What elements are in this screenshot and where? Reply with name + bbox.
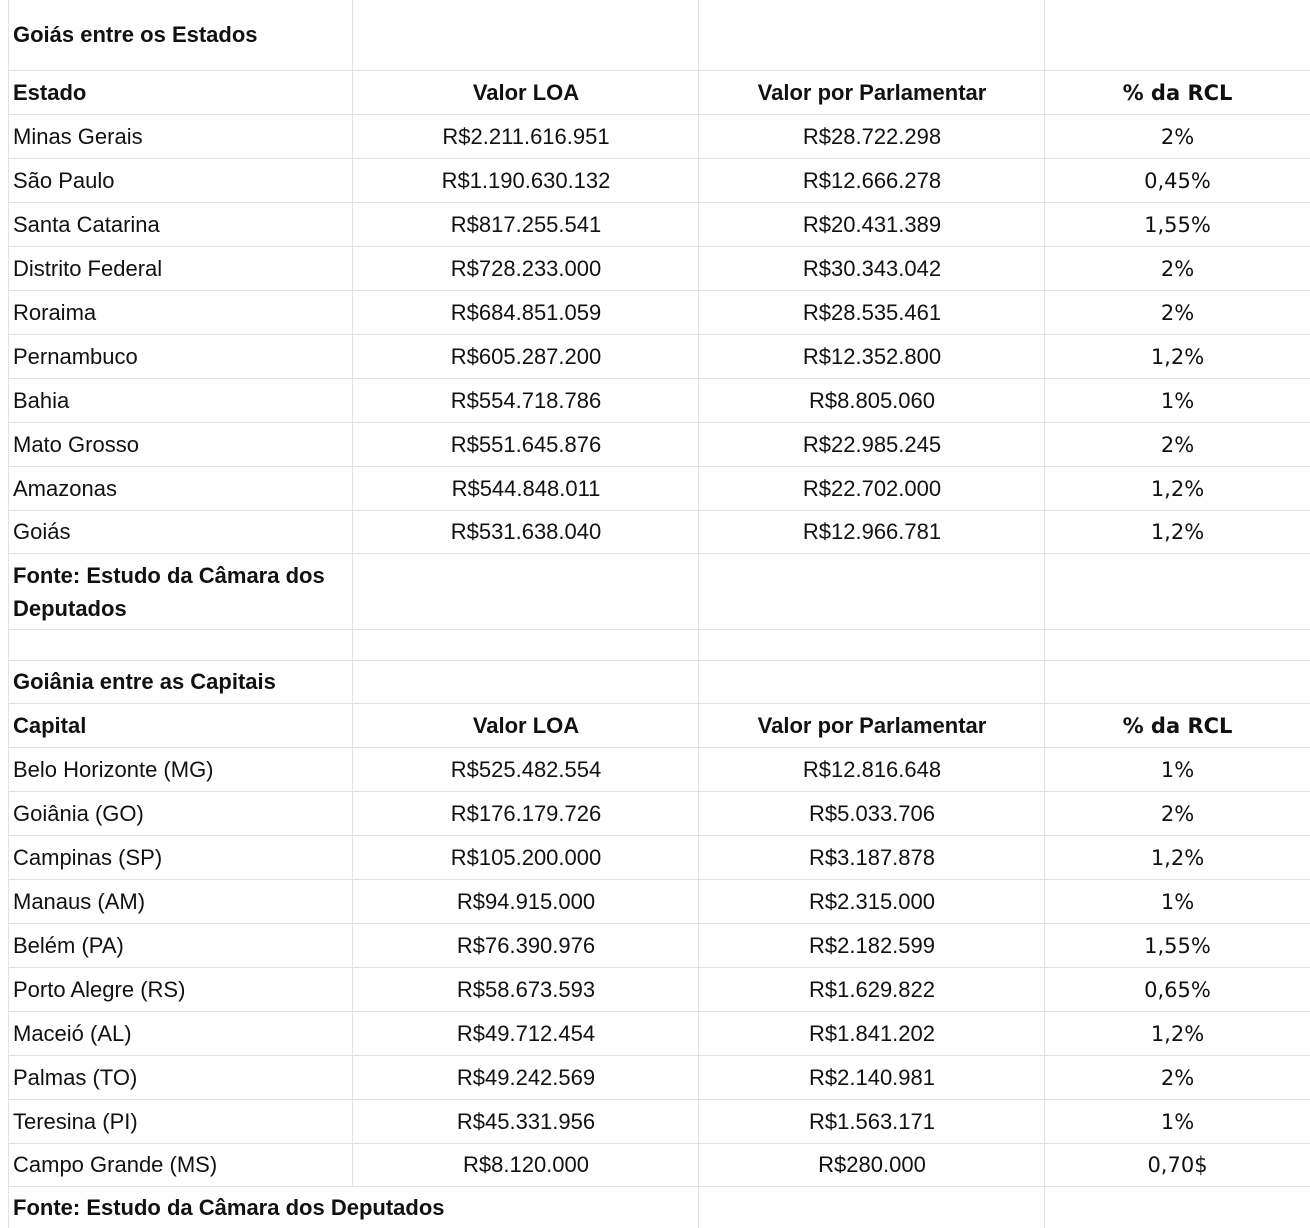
header-valor-loa: Valor LOA (472, 712, 580, 738)
header-valor-por-parlamentar: Valor por Parlamentar (757, 79, 987, 105)
valor-loa: R$605.287.200 (450, 343, 602, 369)
states-title-row (8, 0, 1310, 71)
valor-parlamentar: R$12.666.278 (802, 167, 942, 193)
capitals-header-row (8, 704, 1310, 748)
valor-loa: R$105.200.000 (450, 844, 602, 870)
states-source-row (8, 554, 1310, 630)
valor-parlamentar: R$30.343.042 (802, 255, 942, 281)
percent-rcl: 1% (1160, 757, 1195, 782)
header-percent-rcl: % da RCL (1122, 80, 1233, 105)
header-valor-loa: Valor LOA (472, 79, 580, 105)
state-name: São Paulo (13, 167, 115, 193)
percent-rcl: 0,70$ (1147, 1153, 1208, 1177)
valor-parlamentar: R$2.140.981 (809, 1064, 935, 1090)
percent-rcl: 1,2% (1150, 344, 1205, 369)
valor-loa: R$554.718.786 (450, 387, 602, 413)
table-row (8, 748, 1310, 792)
capitals-title-row (8, 661, 1310, 704)
state-name: Mato Grosso (13, 431, 139, 457)
capital-name: Campo Grande (MS) (13, 1152, 218, 1177)
valor-loa: R$1.190.630.132 (441, 167, 611, 193)
header-percent-rcl: % da RCL (1122, 713, 1233, 738)
capitals-title: Goiânia entre as Capitais (13, 669, 276, 694)
table-row (8, 1056, 1310, 1100)
percent-rcl: 2% (1160, 801, 1195, 826)
state-name: Roraima (13, 299, 97, 325)
percent-rcl: 1,2% (1150, 845, 1205, 870)
percent-rcl: 2% (1160, 300, 1195, 325)
percent-rcl: 1% (1160, 388, 1195, 413)
percent-rcl: 2% (1160, 1065, 1195, 1090)
capital-name: Belo Horizonte (MG) (13, 756, 214, 782)
header-estado: Estado (13, 79, 87, 105)
percent-rcl: 0,65% (1144, 977, 1211, 1002)
valor-parlamentar: R$28.535.461 (802, 299, 942, 325)
valor-parlamentar: R$1.841.202 (809, 1020, 935, 1046)
percent-rcl: 1,2% (1150, 476, 1205, 501)
header-valor-por-parlamentar: Valor por Parlamentar (757, 712, 987, 738)
valor-parlamentar: R$2.182.599 (809, 932, 935, 958)
table-row (8, 203, 1310, 247)
valor-parlamentar: R$22.985.245 (802, 431, 942, 457)
header-capital: Capital (13, 712, 87, 738)
table-row (8, 467, 1310, 511)
table-row (8, 880, 1310, 924)
table-row (8, 836, 1310, 880)
valor-parlamentar: R$1.563.171 (809, 1108, 935, 1134)
valor-loa: R$94.915.000 (456, 888, 596, 914)
valor-loa: R$525.482.554 (450, 756, 602, 782)
states-source: Fonte: Estudo da Câmara dos Deputados (13, 562, 325, 621)
valor-parlamentar: R$2.315.000 (809, 888, 935, 914)
valor-parlamentar: R$1.629.822 (809, 976, 935, 1002)
valor-loa: R$49.242.569 (456, 1064, 596, 1090)
capital-name: Goiânia (GO) (13, 800, 144, 826)
valor-parlamentar: R$12.352.800 (802, 343, 942, 369)
table-row (8, 159, 1310, 203)
capital-name: Manaus (AM) (13, 888, 146, 914)
valor-loa: R$45.331.956 (456, 1108, 596, 1134)
valor-loa: R$176.179.726 (450, 800, 602, 826)
valor-loa: R$544.848.011 (451, 475, 601, 501)
valor-loa: R$728.233.000 (450, 255, 602, 281)
capitals-source: Fonte: Estudo da Câmara dos Deputados (13, 1187, 693, 1228)
percent-rcl: 2% (1160, 124, 1195, 149)
percent-rcl: 2% (1160, 432, 1195, 457)
valor-loa: R$58.673.593 (456, 976, 596, 1002)
percent-rcl: 1,2% (1150, 1021, 1205, 1046)
capital-name: Porto Alegre (RS) (13, 976, 186, 1002)
empty-row (8, 630, 1310, 661)
valor-parlamentar: R$22.702.000 (802, 475, 942, 501)
percent-rcl: 0,45% (1144, 168, 1211, 193)
valor-loa: R$531.638.040 (450, 519, 602, 544)
percent-rcl: 1,55% (1144, 933, 1211, 958)
percent-rcl: 1,55% (1144, 212, 1211, 237)
table-row (8, 247, 1310, 291)
table-row (8, 423, 1310, 467)
valor-parlamentar: R$280.000 (818, 1152, 926, 1177)
valor-loa: R$76.390.976 (456, 932, 596, 958)
capital-name: Belém (PA) (13, 932, 124, 958)
valor-parlamentar: R$5.033.706 (809, 800, 935, 826)
capital-name: Maceió (AL) (13, 1020, 132, 1046)
percent-rcl: 1% (1160, 889, 1195, 914)
table-row (8, 1144, 1310, 1187)
valor-loa: R$8.120.000 (463, 1152, 589, 1177)
valor-loa: R$2.211.616.951 (442, 123, 610, 149)
valor-parlamentar: R$12.966.781 (802, 519, 942, 544)
percent-rcl: 1% (1160, 1109, 1195, 1134)
state-name: Minas Gerais (13, 123, 143, 149)
valor-loa: R$551.645.876 (450, 431, 602, 457)
state-name: Distrito Federal (13, 255, 163, 281)
table-row (8, 1100, 1310, 1144)
capital-name: Campinas (SP) (13, 844, 163, 870)
states-header-row (8, 71, 1310, 115)
state-name: Pernambuco (13, 343, 138, 369)
valor-loa: R$684.851.059 (450, 299, 602, 325)
valor-loa: R$49.712.454 (456, 1020, 596, 1046)
table-row (8, 968, 1310, 1012)
state-name: Santa Catarina (13, 211, 160, 237)
table-row (8, 291, 1310, 335)
state-name: Goiás (13, 519, 71, 544)
valor-parlamentar: R$28.722.298 (802, 123, 942, 149)
state-name: Bahia (13, 387, 70, 413)
table-row (8, 1012, 1310, 1056)
states-title: Goiás entre os Estados (13, 22, 258, 47)
table-row (8, 115, 1310, 159)
valor-parlamentar: R$8.805.060 (809, 387, 935, 413)
capital-name: Teresina (PI) (13, 1108, 138, 1134)
percent-rcl: 2% (1160, 256, 1195, 281)
table-row (8, 924, 1310, 968)
table-row (8, 379, 1310, 423)
table-row (8, 335, 1310, 379)
percent-rcl: 1,2% (1150, 520, 1205, 544)
valor-parlamentar: R$12.816.648 (802, 756, 942, 782)
table-row (8, 511, 1310, 554)
state-name: Amazonas (13, 475, 117, 501)
valor-parlamentar: R$20.431.389 (802, 211, 942, 237)
table-row (8, 792, 1310, 836)
valor-parlamentar: R$3.187.878 (809, 844, 935, 870)
capital-name: Palmas (TO) (13, 1064, 138, 1090)
capitals-source-row (8, 1187, 1310, 1228)
valor-loa: R$817.255.541 (450, 211, 602, 237)
